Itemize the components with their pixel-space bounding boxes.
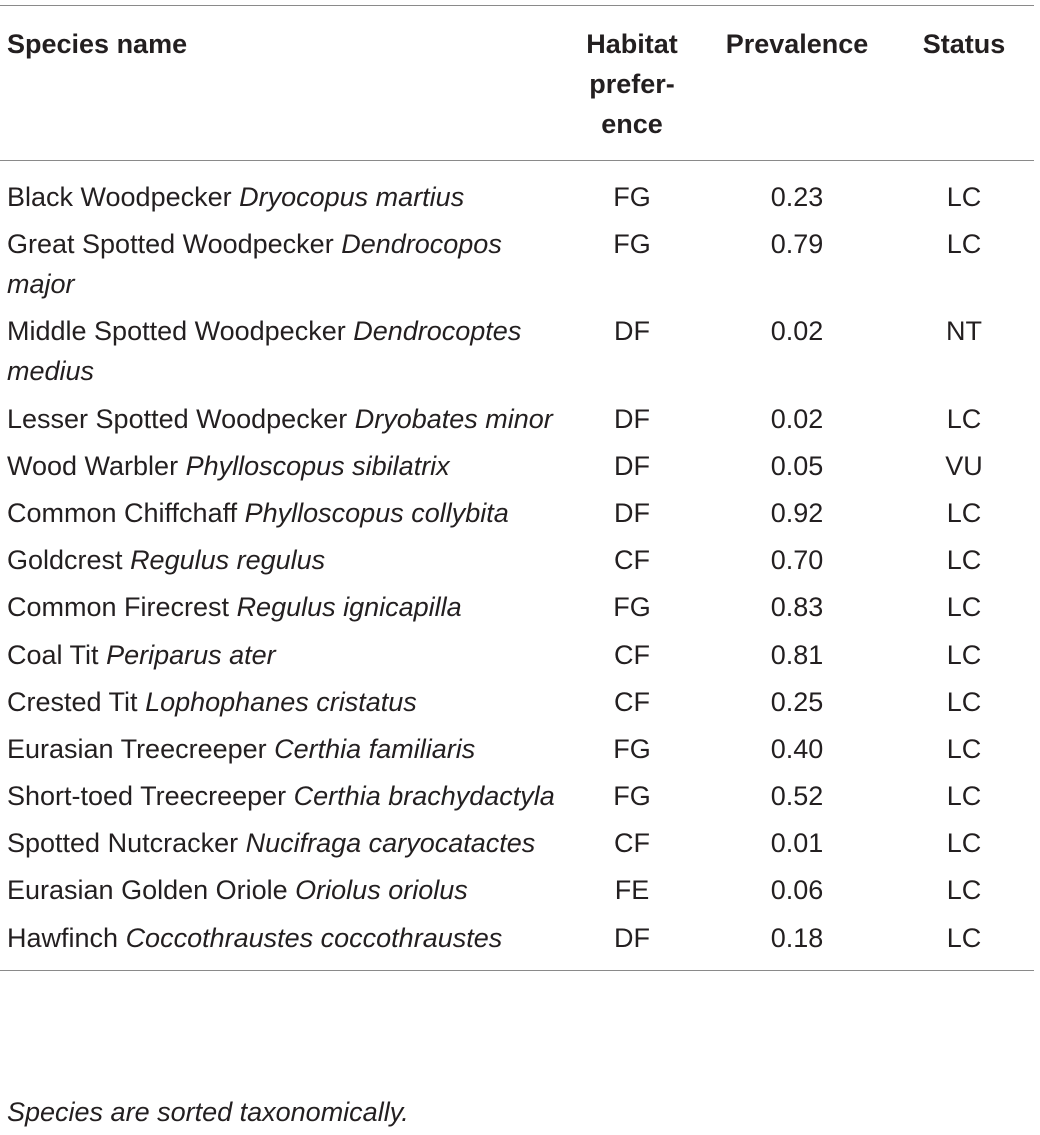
table-row — [0, 820, 1034, 867]
habitat-cell: FG — [613, 229, 651, 260]
species-name-cell — [0, 820, 564, 867]
species-name-cell — [0, 678, 564, 725]
habitat-cell: DF — [614, 403, 650, 434]
scientific-name: Phylloscopus sibilatrix — [185, 450, 450, 481]
status-cell: LC — [946, 497, 982, 528]
status-cell: VU — [945, 450, 983, 481]
scientific-name: Certhia familiaris — [274, 733, 476, 764]
status-cell: LC — [946, 403, 982, 434]
prevalence-cell: 0.70 — [770, 545, 824, 576]
common-name: Great Spotted Woodpecker — [7, 229, 334, 260]
species-name-cell — [0, 537, 564, 584]
species-name-cell — [0, 584, 564, 631]
table-row — [0, 161, 1034, 221]
prevalence-cell: 0.23 — [770, 182, 824, 212]
habitat-cell: DF — [614, 497, 650, 528]
header-habitat-preference — [564, 6, 700, 161]
habitat-cell: DF — [614, 922, 650, 953]
table-row — [0, 725, 1034, 772]
table-row — [0, 772, 1034, 819]
scientific-name: Dryobates minor — [354, 403, 553, 434]
species-name-cell — [0, 395, 564, 442]
habitat-cell: DF — [614, 316, 650, 347]
status-cell: LC — [946, 639, 982, 670]
habitat-cell: FG — [613, 182, 651, 212]
scientific-name: Lophophanes cristatus — [145, 686, 417, 717]
prevalence-cell: 0.52 — [770, 781, 824, 812]
prevalence-cell: 0.02 — [770, 403, 824, 434]
common-name: Lesser Spotted Woodpecker — [7, 403, 348, 434]
table-row — [0, 537, 1034, 584]
table-row — [0, 678, 1034, 725]
table-row — [0, 631, 1034, 678]
scientific-name: Dryocopus martius — [239, 182, 465, 212]
header-prevalence: Prevalence — [725, 29, 869, 59]
species-table-container — [0, 5, 1034, 971]
species-name-cell — [0, 308, 564, 395]
species-name-cell — [0, 631, 564, 678]
scientific-name: Regulus ignicapilla — [236, 592, 462, 623]
prevalence-cell: 0.01 — [770, 828, 824, 859]
common-name: Spotted Nutcracker — [7, 828, 239, 859]
common-name: Goldcrest — [7, 545, 123, 576]
habitat-cell: FG — [613, 592, 651, 623]
status-cell: LC — [946, 733, 982, 764]
status-cell: LC — [946, 545, 982, 576]
header-habitat-text: Habitat preference — [586, 29, 678, 139]
common-name: Eurasian Golden Oriole — [7, 875, 288, 906]
prevalence-cell: 0.81 — [770, 639, 824, 670]
status-cell: NT — [946, 316, 982, 347]
common-name: Crested Tit — [7, 686, 138, 717]
species-table — [0, 5, 1034, 971]
common-name: Common Chiffchaff — [7, 497, 238, 528]
species-name-cell — [0, 725, 564, 772]
prevalence-cell: 0.83 — [770, 592, 824, 623]
prevalence-cell: 0.18 — [770, 922, 824, 953]
scientific-name: Coccothraustes coccothraustes — [125, 922, 503, 953]
header-species-name: Species name — [7, 29, 188, 59]
prevalence-cell: 0.25 — [770, 686, 824, 717]
prevalence-cell: 0.06 — [770, 875, 824, 906]
common-name: Common Firecrest — [7, 592, 230, 623]
scientific-name: Dendrocopos major — [7, 229, 502, 300]
table-row — [0, 308, 1034, 395]
species-name-cell — [0, 221, 564, 308]
scientific-name: Oriolus oriolus — [295, 875, 468, 906]
common-name: Wood Warbler — [7, 450, 179, 481]
scientific-name: Regulus regulus — [130, 545, 326, 576]
header-status: Status — [922, 29, 1006, 59]
species-name-cell — [0, 442, 564, 489]
status-cell: LC — [946, 182, 982, 212]
species-name-cell — [0, 489, 564, 536]
habitat-cell: FG — [613, 781, 651, 812]
prevalence-cell: 0.79 — [770, 229, 824, 260]
status-cell: LC — [946, 875, 982, 906]
header-row — [0, 6, 1034, 161]
status-cell: LC — [946, 592, 982, 623]
species-name-cell — [0, 914, 564, 970]
table-row — [0, 914, 1034, 970]
common-name: Middle Spotted Woodpecker — [7, 316, 346, 347]
prevalence-cell: 0.92 — [770, 497, 824, 528]
common-name: Hawfinch — [7, 922, 119, 953]
table-header — [0, 6, 1034, 161]
habitat-cell: FG — [613, 733, 651, 764]
scientific-name: Phylloscopus collybita — [244, 497, 509, 528]
table-row — [0, 395, 1034, 442]
common-name: Black Woodpecker — [7, 182, 232, 212]
habitat-cell: CF — [614, 686, 650, 717]
table-row — [0, 584, 1034, 631]
table-row — [0, 867, 1034, 914]
species-name-cell — [0, 161, 564, 221]
table-row — [0, 442, 1034, 489]
habitat-cell: CF — [614, 545, 650, 576]
table-body — [0, 161, 1034, 971]
habitat-cell: FE — [614, 875, 650, 906]
prevalence-cell: 0.02 — [770, 316, 824, 347]
scientific-name: Dendrocoptes medius — [7, 316, 522, 387]
status-cell: LC — [946, 781, 982, 812]
status-cell: LC — [946, 229, 982, 260]
species-name-cell — [0, 867, 564, 914]
status-cell: LC — [946, 828, 982, 859]
species-name-cell — [0, 772, 564, 819]
prevalence-cell: 0.40 — [770, 733, 824, 764]
habitat-cell: DF — [614, 450, 650, 481]
table-row — [0, 221, 1034, 308]
status-cell: LC — [946, 922, 982, 953]
common-name: Eurasian Treecreeper — [7, 733, 267, 764]
status-cell: LC — [946, 686, 982, 717]
scientific-name: Periparus ater — [106, 639, 276, 670]
common-name: Coal Tit — [7, 639, 99, 670]
table-footnote: Species are sorted taxonomically. — [7, 1097, 409, 1127]
table-row — [0, 489, 1034, 536]
habitat-cell: CF — [614, 639, 650, 670]
prevalence-cell: 0.05 — [770, 450, 824, 481]
scientific-name: Nucifraga caryocatactes — [245, 828, 536, 859]
habitat-cell: CF — [614, 828, 650, 859]
scientific-name: Certhia brachydactyla — [293, 781, 555, 812]
common-name: Short-toed Treecreeper — [7, 781, 287, 812]
